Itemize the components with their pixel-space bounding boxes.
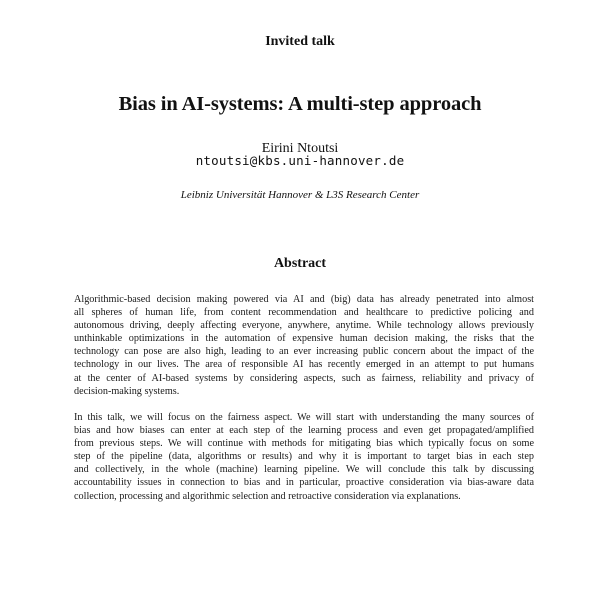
abstract-heading: Abstract xyxy=(273,256,327,271)
paragraph-line: autonomous driving, deeply affecting everyone, anywhere, anytime. While technology allows previously xyxy=(74,320,534,332)
paragraph-line: from previous steps. We will continue with methods for mitigating bias which typically focus on some xyxy=(74,438,534,450)
author-affiliation: Leibniz Universität Hannover & L3S Research Center xyxy=(180,189,420,201)
paragraph-line: In this talk, we will focus on the fairness aspect. We will start with understanding the many sources of xyxy=(74,412,534,423)
paragraph-line: at the center of AI-based systems by considering aspects, such as fairness, reliability and privacy of xyxy=(74,372,534,384)
paragraph-line: technology in our lives. The area of responsible AI has recently emerged in an attempt to put humans xyxy=(74,359,534,371)
paragraph-line: decision-making systems. xyxy=(74,385,180,397)
paragraph-line: bias and how biases can enter at each step of the learning process and even get propagated/amplified xyxy=(74,425,534,437)
paragraph-line: Algorithmic-based decision making powered via AI and (big) data has already penetrated into almost xyxy=(74,294,534,305)
paragraph-line: and collectively, in the whole (machine) learning pipeline. We will conclude this talk by discussing xyxy=(74,464,534,476)
talk-type-label: Invited talk xyxy=(265,34,335,49)
paragraph-line: technology can pose are also high, leading to an ever increasing public concern about the impact of the xyxy=(74,346,534,358)
abstract-paragraph-1 xyxy=(74,293,534,398)
author-email: ntoutsi@kbs.uni-hannover.de xyxy=(195,153,405,168)
paragraph-line: step of the pipeline (data, algorithms or results) and why it is important to target bias in each step xyxy=(74,451,534,463)
author-name: Eirini Ntoutsi xyxy=(261,141,339,156)
paper-title: Bias in AI-systems: A multi-step approach xyxy=(118,93,482,115)
paragraph-line: unthinkable optimizations in the automation of expensive human decision making, the risks that the xyxy=(74,333,534,345)
abstract-paragraph-2 xyxy=(74,411,534,503)
paragraph-line: all spheres of human life, from content recommendation and healthcare to predictive policing and xyxy=(74,307,534,319)
paragraph-line: collection, processing and algorithmic selection and retroactive consideration via explanations. xyxy=(74,490,461,502)
paragraph-line: accountability issues in connection to bias and in particular, proactive consideration via bias-aware data xyxy=(74,477,534,489)
